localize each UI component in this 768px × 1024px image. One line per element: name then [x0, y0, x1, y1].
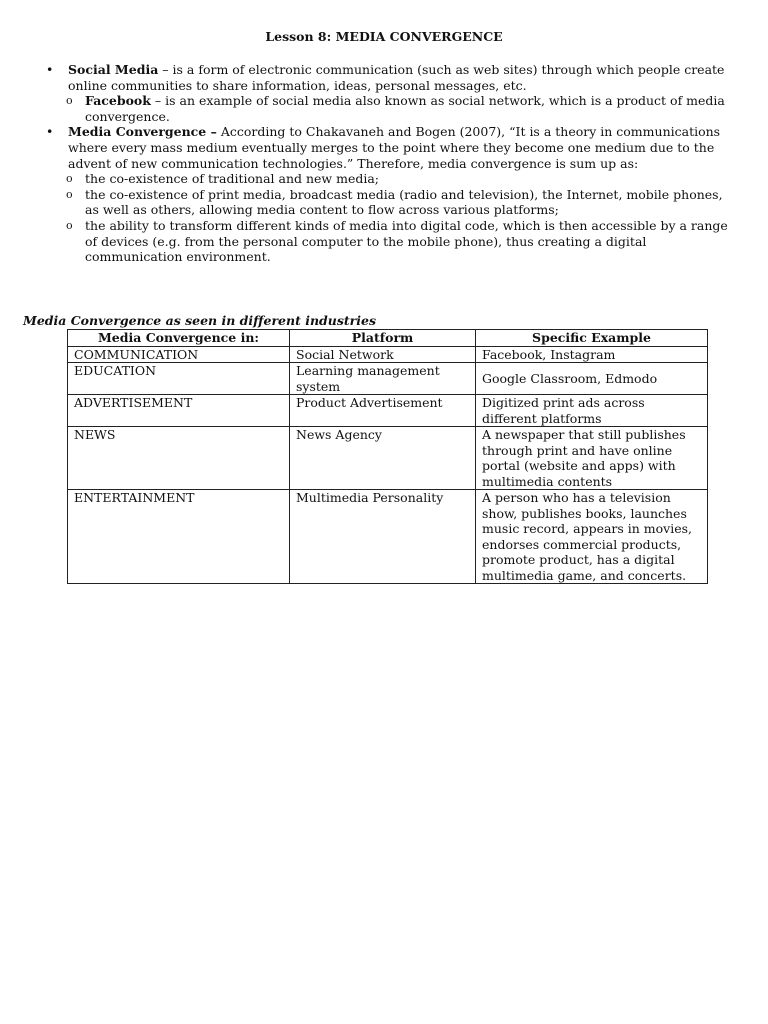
table-cell: A person who has a television show, publishes books, launches music record, appears in movies, endorses commercial products, promote product, has a digital multimedia game, and concerts. [476, 490, 708, 584]
bullet-social-media [40, 62, 740, 93]
industries-table [67, 329, 708, 584]
definition-social-media: – is a form of electronic communication (such as web sites) through which people create online communities to share information, ideas, personal messages, etc. [68, 62, 725, 93]
table-row [68, 363, 708, 395]
table-header-row [68, 330, 708, 347]
column-header: Specific Example [476, 330, 708, 347]
table-row [68, 395, 708, 427]
bullet-media-convergence [40, 124, 740, 171]
sub-item-convergence-3 [40, 218, 740, 265]
sub-bullet-marker: o [66, 172, 73, 186]
column-header: Platform [290, 330, 476, 347]
bullet-dot-icon: • [46, 62, 54, 77]
sub-item-text: the ability to transform different kinds of media into digital code, which is then accessible by a range of devices (e.g. from the personal computer to the mobile phone), thus creating a digital communication environment. [85, 217, 728, 265]
table-row [68, 427, 708, 490]
table-cell: ADVERTISEMENT [68, 395, 290, 427]
bullet-list [40, 62, 740, 265]
bullet-dot-icon: • [46, 124, 54, 140]
sub-bullet-marker: o [66, 94, 73, 108]
table-cell: EDUCATION [68, 363, 290, 395]
sub-bullet-marker: o [66, 218, 73, 232]
table-row [68, 346, 708, 363]
column-header: Media Convergence in: [68, 330, 290, 347]
table-cell: Multimedia Personality [290, 490, 476, 584]
sub-item-facebook [40, 93, 740, 124]
sub-item-text: the co-existence of print media, broadcast media (radio and television), the Internet, mobile phones, as well as others, allowing media content to flow across various platforms; [85, 186, 723, 218]
table-cell: Social Network [290, 346, 476, 363]
table-cell: Google Classroom, Edmodo [476, 363, 708, 395]
definition-media-convergence: According to Chakavaneh and Bogen (2007), “It is a theory in communications where every mass medium eventually merges to the point where they become one medium due to the advent of new communication technologies.” Therefore, media convergence is sum up as: [68, 124, 721, 171]
term-media-convergence: Media Convergence – [68, 124, 217, 140]
section-heading: Media Convergence as seen in different industries [23, 313, 376, 328]
table-cell: NEWS [68, 427, 290, 490]
sub-bullet-marker: o [66, 187, 73, 201]
sub-item-convergence-2 [40, 187, 740, 218]
sub-item-text: the co-existence of traditional and new media; [85, 171, 380, 187]
sub-item-convergence-1 [40, 171, 740, 187]
table-cell: COMMUNICATION [68, 346, 290, 363]
page-title: Lesson 8: MEDIA CONVERGENCE [265, 29, 503, 44]
table-row [68, 490, 708, 584]
table-cell: ENTERTAINMENT [68, 490, 290, 584]
table-cell: News Agency [290, 427, 476, 490]
table-cell: Learning management system [290, 363, 476, 395]
table-cell: Product Advertisement [290, 395, 476, 427]
definition-facebook: – is an example of social media also known as social network, which is a product of media convergence. [85, 93, 725, 124]
term-facebook: Facebook [85, 93, 151, 109]
table-cell: A newspaper that still publishes through print and have online portal (website and apps) with multimedia contents [476, 427, 708, 490]
table-cell: Facebook, Instagram [476, 346, 708, 363]
table-cell: Digitized print ads across different platforms [476, 395, 708, 427]
term-social-media: Social Media [68, 62, 159, 77]
